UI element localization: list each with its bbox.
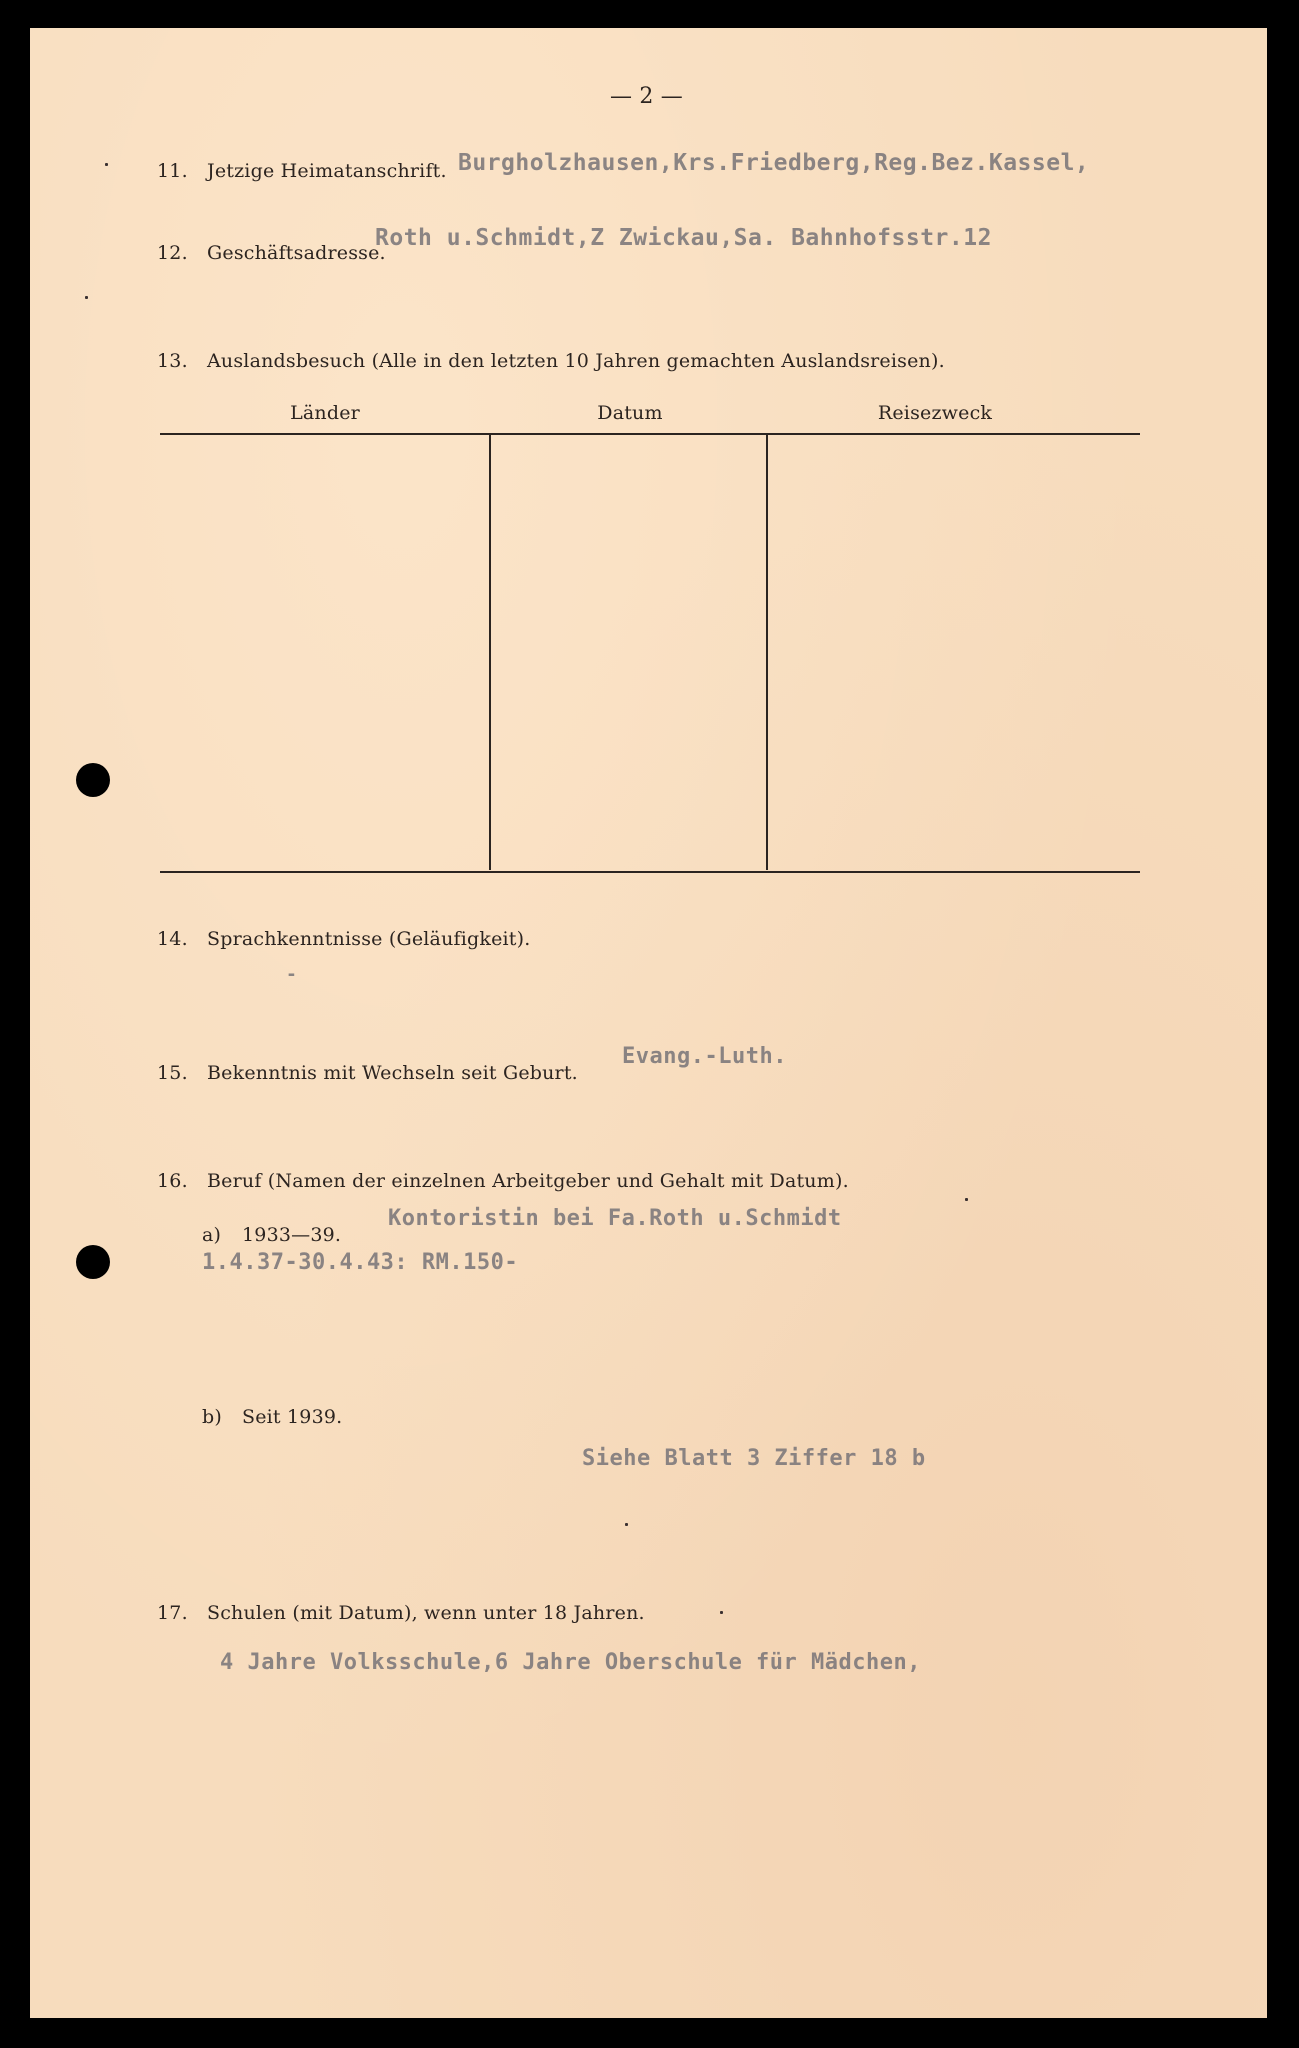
item-11 [157,160,447,182]
item-16b-label: b) [202,1406,222,1428]
item-16 [157,1170,849,1192]
margin-mark [105,163,108,166]
item-12 [157,242,386,264]
column-header-laender: Länder [290,402,360,424]
item-16b-value: Siehe Blatt 3 Ziffer 18 b [582,1446,926,1471]
page-number: — 2 — [610,84,683,109]
item-12-number: 12. [157,242,188,264]
item-15 [157,1062,578,1084]
item-16a [202,1224,341,1246]
item-16a-value-line1: Kontoristin bei Fa.Roth u.Schmidt [388,1206,842,1231]
table-column-divider-1 [489,435,491,870]
item-17-value: 4 Jahre Volksschule,6 Jahre Oberschule für Mädchen, [220,1650,922,1675]
margin-mark [965,1198,968,1201]
item-16b [202,1406,342,1428]
table-top-rule [160,433,1140,435]
item-13-label: Auslandsbesuch (Alle in den letzten 10 Jahren gemachten Auslandsreisen). [207,350,945,372]
item-12-label: Geschäftsadresse. [207,242,386,264]
item-14-number: 14. [157,928,188,950]
margin-mark [625,1523,628,1526]
item-14-label: Sprachkenntnisse (Geläufigkeit). [207,928,531,950]
margin-mark [720,1611,723,1614]
item-17 [157,1602,645,1624]
column-header-datum: Datum [597,402,663,424]
item-11-label: Jetzige Heimatanschrift. [207,160,447,182]
item-13 [157,350,945,372]
item-16a-value-line2: 1.4.37-30.4.43: RM.150- [202,1250,519,1275]
item-15-value: Evang.-Luth. [622,1044,787,1069]
item-16a-period: 1933—39. [242,1224,342,1246]
item-14-value: - [286,964,298,985]
item-15-number: 15. [157,1062,188,1084]
item-17-number: 17. [157,1602,188,1624]
item-11-value: Burgholzhausen,Krs.Friedberg,Reg.Bez.Kassel, [458,150,1090,176]
margin-mark [85,296,88,299]
item-16a-label: a) [202,1224,222,1246]
table-column-divider-2 [766,435,768,870]
item-11-number: 11. [157,160,188,182]
item-16-number: 16. [157,1170,188,1192]
table-bottom-rule [160,871,1140,873]
column-header-reisezweck: Reisezweck [877,402,993,424]
item-14 [157,928,531,950]
item-15-label: Bekenntnis mit Wechseln seit Geburt. [207,1062,578,1084]
punch-hole-top [76,763,110,797]
item-16b-period: Seit 1939. [242,1406,343,1428]
item-17-label: Schulen (mit Datum), wenn unter 18 Jahren. [207,1602,645,1624]
punch-hole-bottom [76,1245,110,1279]
item-13-number: 13. [157,350,188,372]
item-16-label: Beruf (Namen der einzelnen Arbeitgeber und Gehalt mit Datum). [207,1170,849,1192]
document-sheet [30,28,1267,2018]
item-12-value: Roth u.Schmidt,Z Zwickau,Sa. Bahnhofsstr.12 [375,225,992,251]
